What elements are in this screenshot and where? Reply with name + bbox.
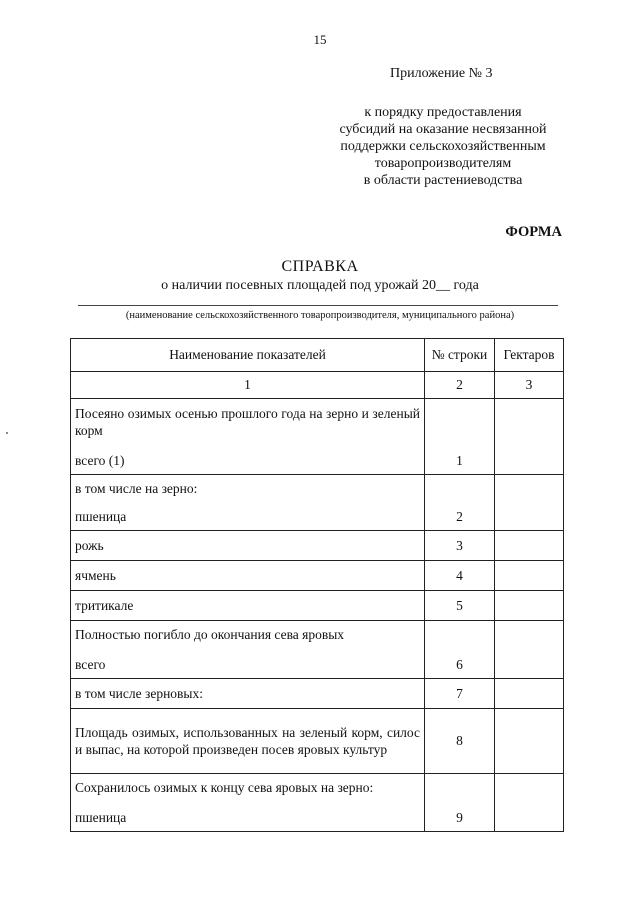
hectares-input-cell[interactable]	[495, 709, 564, 774]
row-number: 4	[425, 561, 495, 591]
header-indicator: Наименование показателей	[71, 339, 425, 372]
table-index-row	[71, 372, 564, 399]
hectares-input-cell[interactable]	[495, 591, 564, 621]
row-label: тритикале	[71, 591, 425, 621]
table-row	[71, 531, 564, 561]
row-heading: Сохранилось озимых к концу сева яровых на зерно:	[75, 780, 374, 795]
table-row	[71, 679, 564, 709]
hectares-input-cell[interactable]	[495, 679, 564, 709]
order-line: в области растениеводства	[363, 173, 523, 188]
hectares-input-cell[interactable]	[495, 399, 564, 475]
row-number-cell	[425, 774, 495, 832]
table-row	[71, 475, 564, 531]
index-cell: 3	[495, 372, 564, 399]
table-row	[71, 591, 564, 621]
order-line: субсидий на оказание несвязанной	[339, 122, 547, 137]
index-cell: 2	[425, 372, 495, 399]
row-heading: Полностью погибло до окончания сева яровых	[75, 627, 345, 642]
row-number: 9	[456, 810, 463, 825]
order-line: к порядку предоставления	[364, 105, 522, 120]
hectares-input-cell[interactable]	[495, 475, 564, 531]
row-label: Площадь озимых, использованных на зеленый корм, силос и выпас, на которой произведен посев яровых культур	[75, 725, 420, 757]
document-subtitle: о наличии посевных площадей под урожай 20__ года	[161, 278, 479, 293]
form-label: ФОРМА	[505, 224, 562, 240]
table-row	[71, 709, 564, 774]
order-line: товаропроизводителям	[374, 156, 512, 171]
order-reference	[290, 104, 596, 189]
indicator-cell	[71, 774, 425, 832]
row-label: ячмень	[71, 561, 425, 591]
row-heading: в том числе на зерно:	[75, 481, 198, 496]
row-number: 7	[425, 679, 495, 709]
sown-area-table	[70, 338, 564, 832]
row-label: пшеница	[75, 509, 127, 524]
order-line: поддержки сельскохозяйственным	[340, 139, 546, 154]
page-number: 15	[313, 32, 327, 47]
table-row	[71, 621, 564, 679]
hectares-input-cell[interactable]	[495, 621, 564, 679]
appendix-label: Приложение № 3	[390, 66, 493, 81]
row-number-cell	[425, 399, 495, 475]
row-label: всего	[75, 657, 106, 672]
name-fill-line	[78, 305, 558, 306]
row-label: рожь	[71, 531, 425, 561]
indicator-cell	[71, 621, 425, 679]
row-number-cell	[425, 621, 495, 679]
header-hectares: Гектаров	[495, 339, 564, 372]
table-header-row	[71, 339, 564, 372]
table-row	[71, 561, 564, 591]
row-label: пшеница	[75, 810, 127, 825]
row-label: в том числе зерновых:	[71, 679, 425, 709]
row-number-cell	[425, 475, 495, 531]
row-number: 2	[456, 509, 463, 524]
table-row	[71, 399, 564, 475]
row-number: 1	[456, 453, 463, 468]
row-number: 3	[425, 531, 495, 561]
hectares-input-cell[interactable]	[495, 561, 564, 591]
indicator-cell	[71, 399, 425, 475]
indicator-cell	[71, 709, 425, 774]
index-cell: 1	[71, 372, 425, 399]
indicator-cell	[71, 475, 425, 531]
row-number: 5	[425, 591, 495, 621]
hectares-input-cell[interactable]	[495, 531, 564, 561]
row-label: всего (1)	[75, 453, 125, 468]
document-title: СПРАВКА	[281, 258, 359, 275]
table-row	[71, 774, 564, 832]
hectares-input-cell[interactable]	[495, 774, 564, 832]
header-row-number: № строки	[425, 339, 495, 372]
name-fill-hint: (наименование сельскохозяйственного товаропроизводителя, муниципального района)	[125, 310, 515, 321]
row-heading: Посеяно озимых осенью прошлого года на зерно и зеленый корм	[75, 406, 420, 438]
row-number: 8	[425, 709, 495, 774]
scan-dot	[6, 432, 8, 434]
row-number: 6	[456, 657, 463, 672]
